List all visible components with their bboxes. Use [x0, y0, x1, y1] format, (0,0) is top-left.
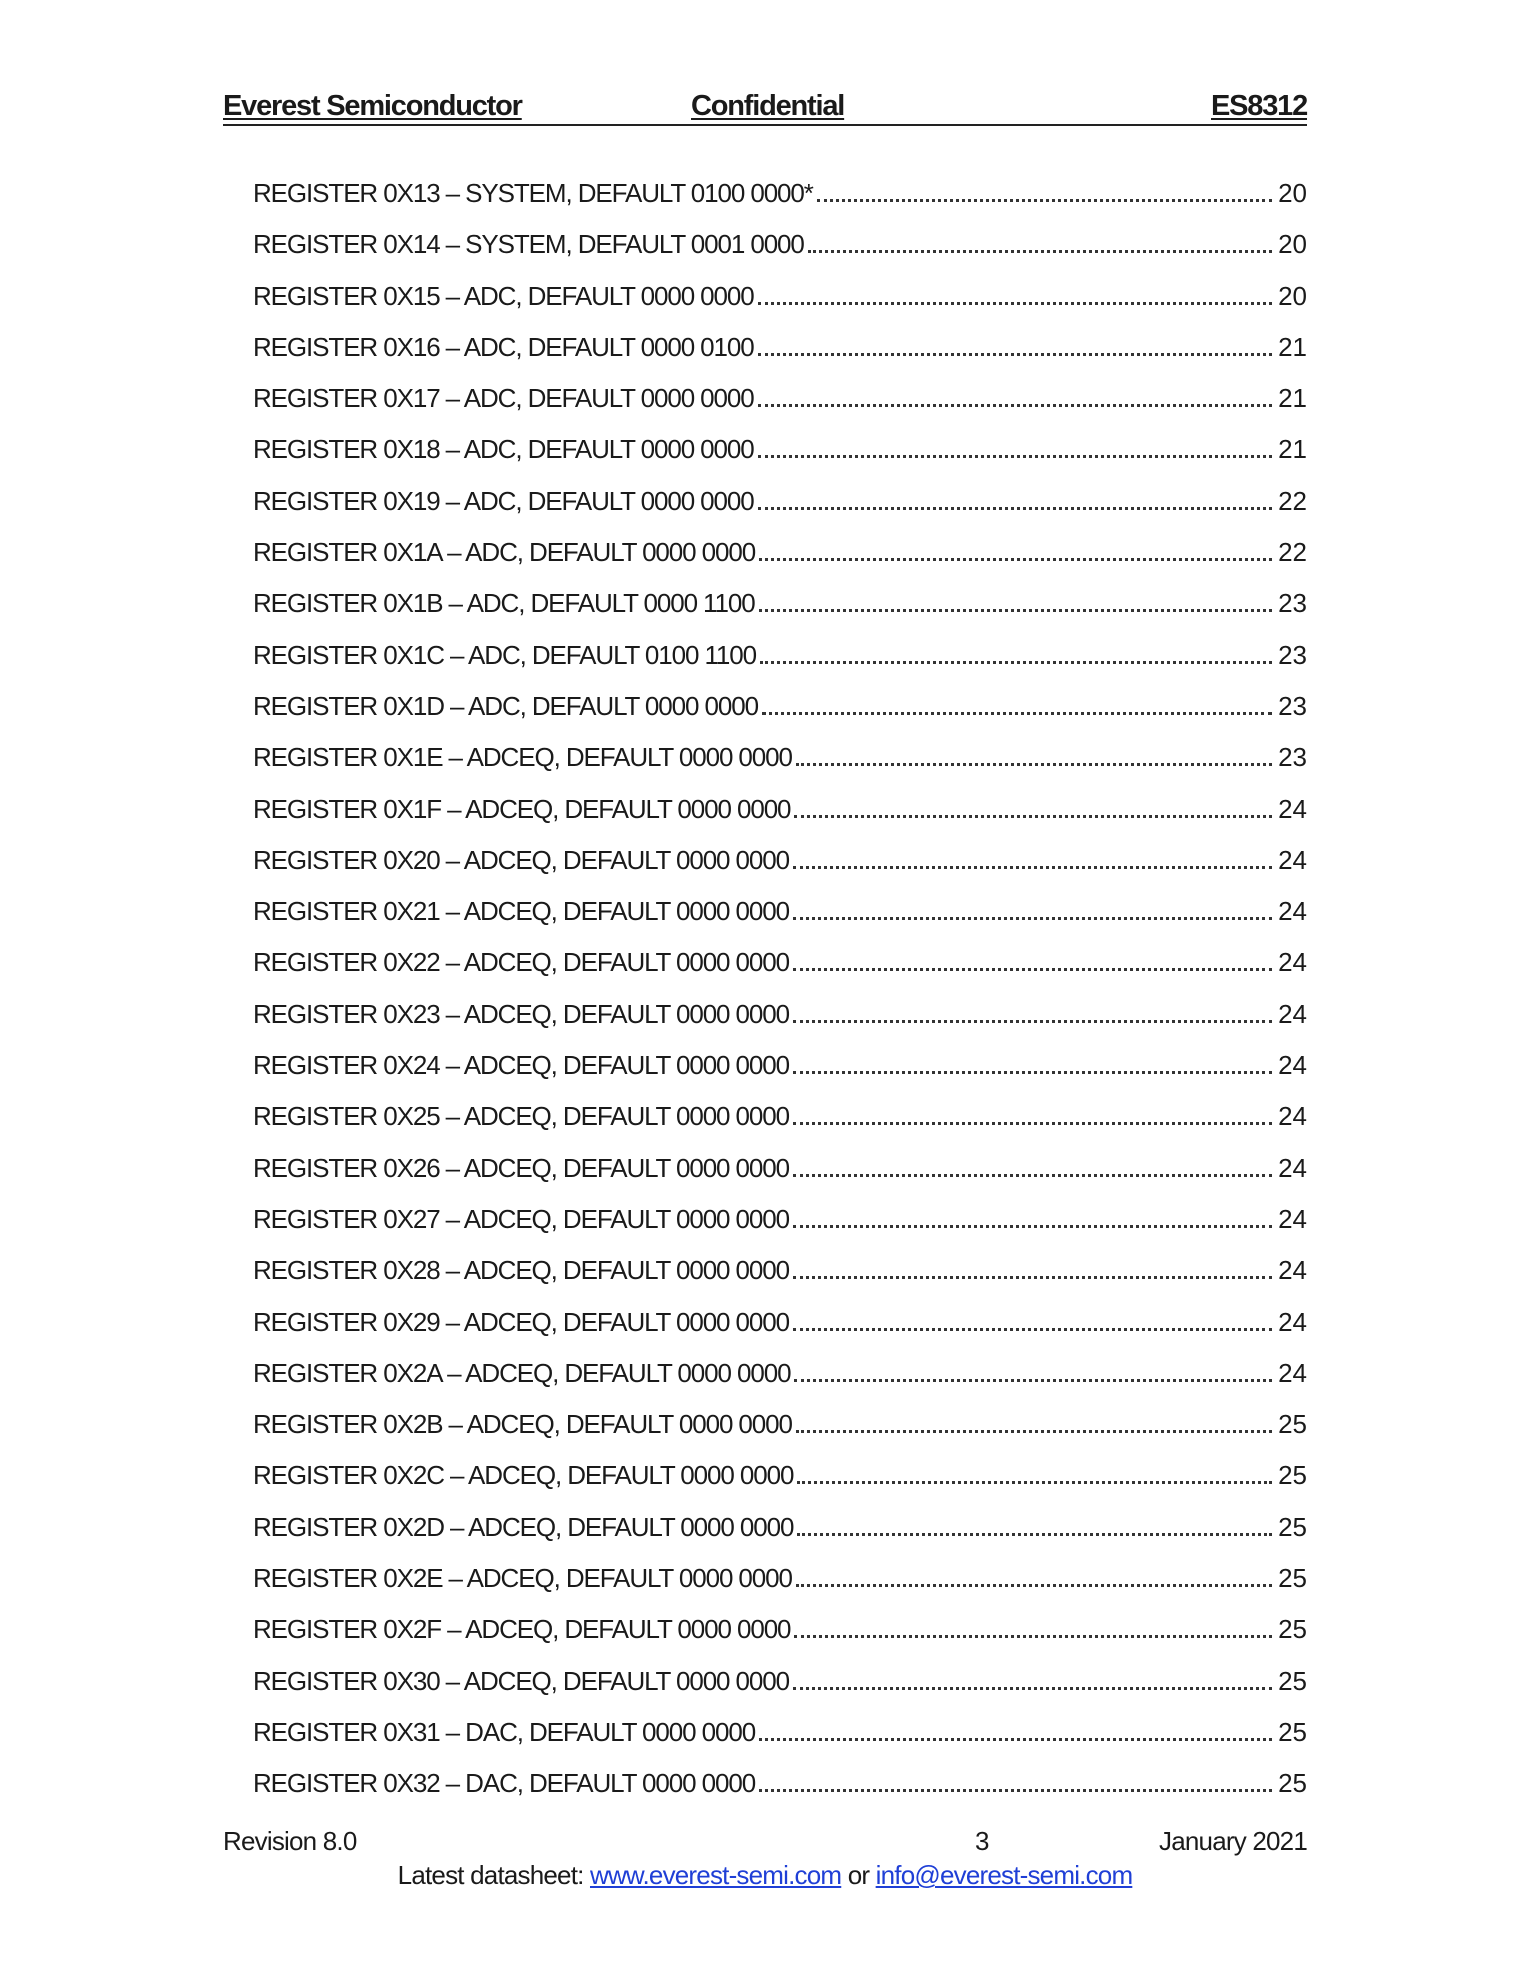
toc-entry-page: 25	[1278, 1716, 1307, 1747]
toc-entry-page: 24	[1278, 1306, 1307, 1337]
toc-entry-page: 23	[1278, 588, 1307, 619]
toc-entry[interactable]	[253, 1050, 1307, 1101]
toc-entry-page: 25	[1278, 1768, 1307, 1799]
toc-entry-page: 22	[1278, 485, 1307, 516]
dot-leader	[793, 1122, 1272, 1125]
page-number: 3	[975, 1826, 990, 1856]
toc-entry[interactable]	[253, 742, 1307, 793]
toc-entry-page: 21	[1278, 434, 1307, 465]
toc-entry-title: REGISTER 0X31 – DAC, DEFAULT 0000 0000	[253, 1716, 756, 1747]
toc-entry-title: REGISTER 0X20 – ADCEQ, DEFAULT 0000 0000	[253, 844, 789, 875]
toc-entry-page: 24	[1278, 1255, 1307, 1286]
dot-leader	[794, 1379, 1272, 1382]
toc-entry-title: REGISTER 0X13 – SYSTEM, DEFAULT 0100 0000*	[253, 178, 813, 208]
toc-entry-title: REGISTER 0X23 – ADCEQ, DEFAULT 0000 0000	[253, 998, 789, 1029]
toc-entry[interactable]	[253, 588, 1307, 639]
part-number: ES8312	[1211, 90, 1307, 122]
toc-entry[interactable]	[253, 896, 1307, 947]
dot-leader	[759, 609, 1273, 612]
dot-leader	[796, 1430, 1272, 1433]
dot-leader	[793, 1020, 1272, 1023]
toc-entry[interactable]	[253, 1307, 1307, 1358]
footer-date: January 2021	[1159, 1826, 1307, 1856]
toc-entry[interactable]	[253, 1512, 1307, 1563]
toc-entry-title: REGISTER 0X19 – ADC, DEFAULT 0000 0000	[253, 485, 754, 516]
toc-entry-page: 25	[1278, 1511, 1307, 1542]
toc-entry-title: REGISTER 0X1C – ADC, DEFAULT 0100 1100	[253, 639, 757, 670]
toc-entry-page: 21	[1278, 383, 1307, 414]
toc-entry[interactable]	[253, 486, 1307, 537]
toc-entry-title: REGISTER 0X26 – ADCEQ, DEFAULT 0000 0000	[253, 1152, 789, 1183]
toc-entry-title: REGISTER 0X2D – ADCEQ, DEFAULT 0000 0000	[253, 1511, 794, 1542]
toc-entry-title: REGISTER 0X1A – ADC, DEFAULT 0000 0000	[253, 537, 756, 568]
toc-entry-page: 23	[1278, 742, 1307, 773]
page-header	[223, 84, 1307, 126]
dot-leader	[759, 1789, 1272, 1792]
toc-entry[interactable]	[253, 229, 1307, 280]
toc-entry-title: REGISTER 0X32 – DAC, DEFAULT 0000 0000	[253, 1768, 756, 1799]
toc-entry-page: 24	[1278, 1152, 1307, 1183]
toc-entry[interactable]	[253, 999, 1307, 1050]
dot-leader	[796, 1584, 1272, 1587]
toc-entry[interactable]	[253, 1409, 1307, 1460]
toc-entry-page: 24	[1278, 1050, 1307, 1081]
dot-leader	[794, 1635, 1272, 1638]
company-name: Everest Semiconductor	[223, 90, 522, 122]
toc-entry-page: 25	[1278, 1563, 1307, 1594]
revision-label: Revision 8.0	[223, 1826, 357, 1856]
website-link[interactable]: www.everest-semi.com	[589, 1860, 842, 1890]
toc-entry-page: 25	[1278, 1409, 1307, 1440]
toc-entry-title: REGISTER 0X2B – ADCEQ, DEFAULT 0000 0000	[253, 1409, 792, 1440]
toc-entry-page: 24	[1278, 998, 1307, 1029]
toc-entry-page: 24	[1278, 844, 1307, 875]
toc-entry-title: REGISTER 0X1F – ADCEQ, DEFAULT 0000 0000	[253, 793, 791, 824]
dot-leader	[793, 866, 1272, 869]
or-text: or	[841, 1860, 876, 1890]
toc-entry-page: 24	[1278, 896, 1307, 927]
toc-entry-title: REGISTER 0X17 – ADC, DEFAULT 0000 0000	[253, 383, 754, 414]
toc-entry-title: REGISTER 0X2C – ADCEQ, DEFAULT 0000 0000	[253, 1460, 794, 1491]
toc-entry-title: REGISTER 0X1E – ADCEQ, DEFAULT 0000 0000	[253, 742, 792, 773]
toc-entry-page: 23	[1278, 690, 1307, 721]
toc-entry[interactable]	[253, 1255, 1307, 1306]
toc-entry-title: REGISTER 0X14 – SYSTEM, DEFAULT 0001 0000	[253, 229, 804, 260]
dot-leader	[793, 917, 1272, 920]
dot-leader	[793, 1225, 1272, 1228]
dot-leader	[793, 968, 1272, 971]
table-of-contents	[253, 178, 1307, 1820]
toc-entry-page: 25	[1278, 1460, 1307, 1491]
toc-entry[interactable]	[253, 1358, 1307, 1409]
dot-leader	[817, 199, 1272, 202]
toc-entry-title: REGISTER 0X2F – ADCEQ, DEFAULT 0000 0000	[253, 1614, 791, 1645]
toc-entry-title: REGISTER 0X27 – ADCEQ, DEFAULT 0000 0000	[253, 1203, 789, 1234]
toc-entry-title: REGISTER 0X22 – ADCEQ, DEFAULT 0000 0000	[253, 947, 789, 978]
toc-entry[interactable]	[253, 434, 1307, 485]
toc-entry[interactable]	[253, 1768, 1307, 1819]
toc-entry-page: 20	[1278, 280, 1307, 311]
dot-leader	[796, 763, 1272, 766]
dot-leader	[793, 1071, 1272, 1074]
toc-entry-title: REGISTER 0X18 – ADC, DEFAULT 0000 0000	[253, 434, 754, 465]
dot-leader	[793, 1687, 1272, 1690]
page-footer	[223, 1826, 1307, 1858]
dot-leader	[793, 1174, 1272, 1177]
toc-entry[interactable]	[253, 691, 1307, 742]
toc-entry[interactable]	[253, 332, 1307, 383]
dot-leader	[793, 1276, 1272, 1279]
toc-entry-page: 21	[1278, 331, 1307, 362]
toc-entry-title: REGISTER 0X30 – ADCEQ, DEFAULT 0000 0000	[253, 1665, 789, 1696]
toc-entry-page: 25	[1278, 1614, 1307, 1645]
dot-leader	[758, 404, 1272, 407]
dot-leader	[793, 1328, 1272, 1331]
toc-entry-title: REGISTER 0X2A – ADCEQ, DEFAULT 0000 0000	[253, 1357, 791, 1388]
toc-entry[interactable]	[253, 845, 1307, 896]
dot-leader	[758, 507, 1272, 510]
toc-entry-title: REGISTER 0X16 – ADC, DEFAULT 0000 0100	[253, 331, 754, 362]
toc-entry[interactable]	[253, 383, 1307, 434]
toc-entry-page: 24	[1278, 793, 1307, 824]
toc-entry-title: REGISTER 0X24 – ADCEQ, DEFAULT 0000 0000	[253, 1050, 789, 1081]
toc-entry-page: 23	[1278, 639, 1307, 670]
toc-entry-title: REGISTER 0X25 – ADCEQ, DEFAULT 0000 0000	[253, 1101, 789, 1132]
toc-entry[interactable]	[253, 1460, 1307, 1511]
dot-leader	[797, 1533, 1272, 1536]
toc-entry-title: REGISTER 0X15 – ADC, DEFAULT 0000 0000	[253, 280, 754, 311]
toc-entry[interactable]	[253, 1717, 1307, 1768]
toc-entry-page: 24	[1278, 1357, 1307, 1388]
toc-entry[interactable]	[253, 1666, 1307, 1717]
dot-leader	[758, 353, 1272, 356]
dot-leader	[762, 712, 1272, 715]
toc-entry[interactable]	[253, 640, 1307, 691]
toc-entry[interactable]	[253, 178, 1307, 229]
toc-entry-title: REGISTER 0X1B – ADC, DEFAULT 0000 1100	[253, 588, 755, 619]
dot-leader	[758, 455, 1272, 458]
toc-entry-title: REGISTER 0X2E – ADCEQ, DEFAULT 0000 0000	[253, 1563, 792, 1594]
toc-entry[interactable]	[253, 947, 1307, 998]
confidential-label: Confidential	[691, 90, 845, 122]
dot-leader	[758, 302, 1272, 305]
toc-entry[interactable]	[253, 1614, 1307, 1665]
toc-entry-title: REGISTER 0X1D – ADC, DEFAULT 0000 0000	[253, 690, 758, 721]
toc-entry-page: 20	[1278, 229, 1307, 260]
toc-entry[interactable]	[253, 794, 1307, 845]
toc-entry[interactable]	[253, 281, 1307, 332]
toc-entry-title: REGISTER 0X29 – ADCEQ, DEFAULT 0000 0000	[253, 1306, 789, 1337]
dot-leader	[794, 815, 1272, 818]
email-link[interactable]: info@everest-semi.com	[875, 1860, 1133, 1890]
toc-entry-page: 22	[1278, 537, 1307, 568]
dot-leader	[808, 250, 1272, 253]
datasheet-prefix: Latest datasheet:	[397, 1860, 590, 1890]
toc-entry-page: 24	[1278, 947, 1307, 978]
toc-entry-title: REGISTER 0X21 – ADCEQ, DEFAULT 0000 0000	[253, 896, 789, 927]
toc-entry[interactable]	[253, 1204, 1307, 1255]
toc-entry-page: 20	[1278, 178, 1307, 208]
toc-entry[interactable]	[253, 537, 1307, 588]
toc-entry[interactable]	[253, 1563, 1307, 1614]
toc-entry-page: 24	[1278, 1101, 1307, 1132]
datasheet-links	[0, 1860, 1530, 1891]
dot-leader	[760, 661, 1272, 664]
dot-leader	[759, 558, 1272, 561]
dot-leader	[797, 1481, 1272, 1484]
toc-entry-page: 25	[1278, 1665, 1307, 1696]
toc-entry[interactable]	[253, 1153, 1307, 1204]
toc-entry-page: 24	[1278, 1203, 1307, 1234]
toc-entry-title: REGISTER 0X28 – ADCEQ, DEFAULT 0000 0000	[253, 1255, 789, 1286]
toc-entry[interactable]	[253, 1101, 1307, 1152]
dot-leader	[759, 1738, 1272, 1741]
